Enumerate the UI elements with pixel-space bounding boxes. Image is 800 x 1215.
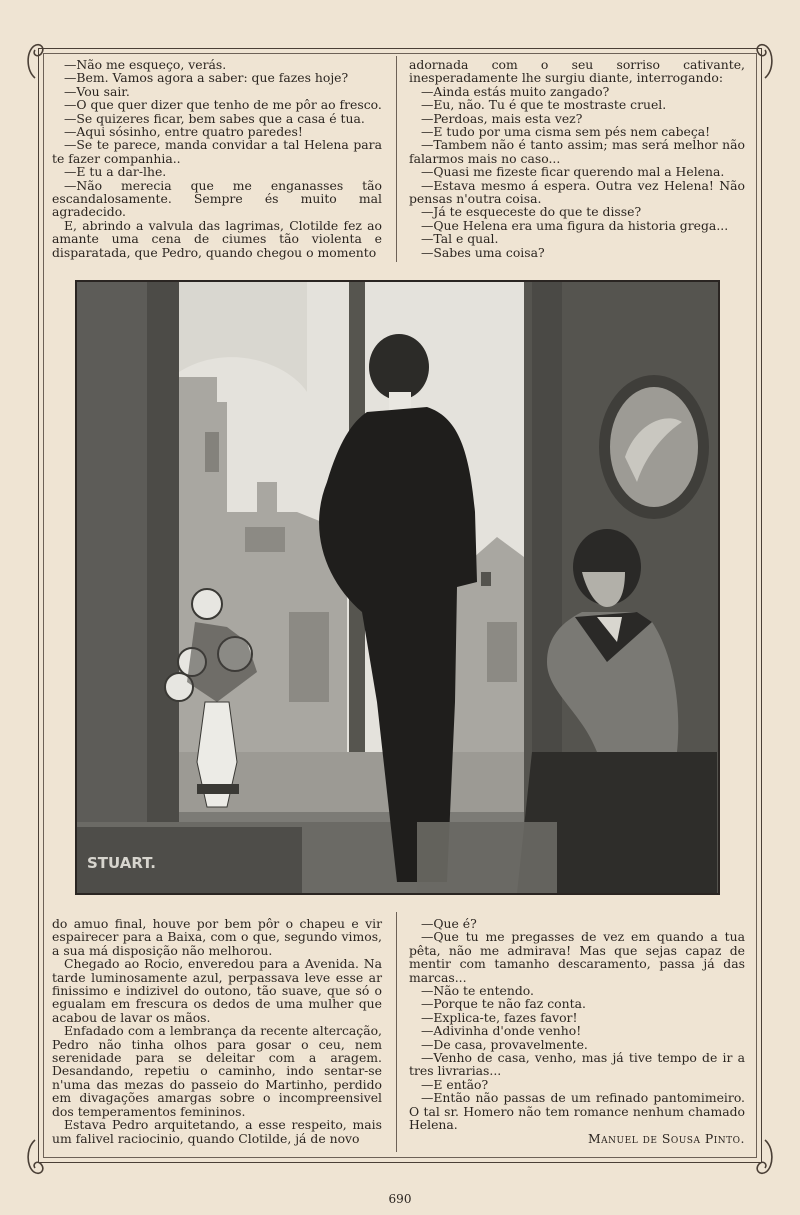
paragraph: Enfadado com a lembrança da recente altercação, Pedro não tinha olhos para gosar o ceu, nem serenidade para se deleitar com a aragem. Desandando, repetiu o caminho, indo sentar-se n'uma das mezas do passeio do Martinho, perdido em divagações amargas sobre o incompreensivel dos temperamentos femininos. [52,1023,382,1119]
paragraph: —De casa, provavelmente. [421,1036,588,1052]
artist-signature: STUART. [87,854,156,872]
paragraph: —E então? [421,1076,489,1092]
paragraph: —Adivinha d'onde venho! [421,1023,582,1039]
paragraph: —Perdoas, mais esta vez? [421,110,583,126]
illustration-panel [75,280,720,895]
paragraph: do amuo final, houve por bem pôr o chapeu e vir espairecer para a Baixa, com o que, segundo vimos, a sua má disposição não melhorou. [52,916,382,958]
paragraph: —Já te esqueceste do que te disse? [421,204,642,220]
corner-ornament-bottom-left [22,1138,48,1178]
corner-ornament-top-left [22,40,48,80]
text-column-top-left [52,58,382,259]
paragraph: Estava Pedro arquitetando, a esse respeito, mais um falivel raciocinio, quando Clotilde, já de novo [52,1117,382,1146]
paragraph: —Eu, não. Tu é que te mostraste cruel. [421,97,667,113]
column-divider-bottom [396,912,397,1152]
paragraph: —Aqui sósinho, entre quatro paredes! [64,124,303,140]
text-column-bottom-left [52,917,382,1145]
paragraph: —O que quer dizer que tenho de me pôr ao fresco. [64,97,382,113]
paragraph: —Tambem não é tanto assim; mas será melhor não falarmos mais no caso... [409,137,745,166]
author-signature: Manuel de Sousa Pinto. [588,1130,745,1146]
illustration-scene [77,282,718,893]
paragraph: —Se quizeres ficar, bem sabes que a casa é tua. [64,110,365,126]
paragraph: —Quasi me fizeste ficar querendo mal a Helena. [421,164,725,180]
paragraph: —Tal e qual. [421,231,499,247]
paragraph: —Venho de casa, venho, mas já tive tempo de ir a tres livrarias... [409,1050,745,1079]
corner-ornament-bottom-right [752,1138,778,1178]
paragraph: —Se te parece, manda convidar a tal Helena para te fazer companhia.. [52,137,382,166]
paragraph: —E tu a dar-lhe. [64,164,167,180]
paragraph: —Não merecia que me enganasses tão escandalosamente. Sempre és muito mal agradecido. [52,177,382,220]
paragraph: —Não te entendo. [421,983,534,999]
paragraph: —Porque te não faz conta. [421,996,586,1012]
paragraph: —Que tu me pregasses de vez em quando a tua pêta, não me admirava! Mas que sejas capaz de mentir com tamanho descaramento, passa já das marcas... [409,929,745,985]
paragraph: —Ainda estás muito zangado? [421,83,610,99]
paragraph: —E tudo por uma cisma sem pés nem cabeça! [421,124,711,140]
corner-ornament-top-right [752,40,778,80]
column-divider-top [396,56,397,262]
paragraph: E, abrindo a valvula das lagrimas, Clotilde fez ao amante uma cena de ciumes tão violenta e disparatada, que Pedro, quando chegou o momento [52,217,382,260]
paragraph: adornada com o seu sorriso cativante, inesperadamente lhe surgiu diante, interrogando: [409,57,745,86]
paragraph: —Que Helena era uma figura da historia grega... [421,217,729,233]
paragraph: —Então não passas de um refinado pantomimeiro. O tal sr. Homero não tem romance nenhum chamado Helena. [409,1090,745,1133]
paragraph: —Estava mesmo á espera. Outra vez Helena! Não pensas n'outra coisa. [409,177,745,207]
paragraph: —Não me esqueço, verás. [64,57,227,72]
paragraph: Chegado ao Rocio, enveredou para a Avenida. Na tarde luminosamente azul, perpassava leve esse ar finissimo e indizivel do outono, tão suave, que só o egualam em frescura os dedos de uma mulher que acabou de lavar os mãos. [52,956,382,1025]
page-number: 690 [388,1192,412,1206]
text-column-bottom-right [409,917,745,1145]
text-column-top-right [409,58,745,259]
paragraph: —Explica-te, fazes favor! [421,1009,578,1025]
paragraph: —Que é? [421,916,477,931]
paragraph: —Sabes uma coisa? [421,244,545,260]
paragraph: —Vou sair. [64,83,130,99]
paragraph: —Bem. Vamos agora a saber: que fazes hoje? [64,70,349,86]
